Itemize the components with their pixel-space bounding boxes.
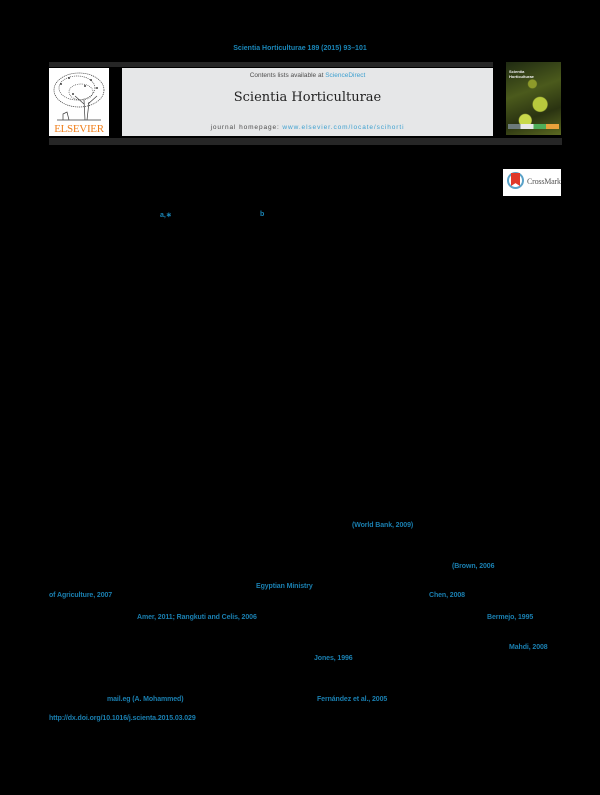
header-bottom-rule xyxy=(49,138,562,145)
reference-link[interactable]: Bermejo, 1995 xyxy=(487,614,534,621)
reference-link[interactable]: Mahdi, 2008 xyxy=(509,644,548,651)
journal-homepage-line xyxy=(122,124,493,131)
reference-link[interactable]: mail.eg (A. Mohammed) xyxy=(107,696,184,703)
author-affiliation-mark[interactable]: b xyxy=(260,211,265,218)
contents-prefix: Contents lists available at xyxy=(249,72,326,79)
author-affiliation-mark[interactable]: a,∗ xyxy=(160,212,172,219)
journal-homepage-link[interactable]: www.elsevier.com/locate/scihorti xyxy=(282,124,405,131)
journal-cover-image[interactable] xyxy=(506,62,561,135)
reference-link[interactable]: (Brown, 2006 xyxy=(452,563,495,570)
contents-available-line xyxy=(122,72,493,79)
crossmark-label: CrossMark xyxy=(527,177,561,186)
reference-link[interactable]: Egyptian Ministry xyxy=(256,583,313,590)
sciencedirect-link[interactable]: ScienceDirect xyxy=(325,72,366,79)
elsevier-logo[interactable] xyxy=(49,68,109,136)
crossmark-badge[interactable] xyxy=(503,169,561,196)
homepage-prefix: journal homepage: xyxy=(210,124,283,131)
reference-link[interactable]: Jones, 1996 xyxy=(314,655,353,662)
cover-title: Scientia Horticulturae xyxy=(509,69,534,79)
reference-link[interactable]: (World Bank, 2009) xyxy=(352,522,414,529)
header-top-rule xyxy=(49,62,493,67)
reference-link[interactable]: of Agriculture, 2007 xyxy=(49,592,113,599)
journal-citation-link[interactable]: Scientia Horticulturae 189 (2015) 93–101 xyxy=(233,45,367,52)
reference-link[interactable]: Amer, 2011; Rangkuti and Celis, 2006 xyxy=(137,614,257,621)
reference-link[interactable]: Chen, 2008 xyxy=(429,592,465,599)
reference-link[interactable]: Fernández et al., 2005 xyxy=(317,696,388,703)
elsevier-tree-icon xyxy=(51,70,107,122)
journal-title: Scientia Horticulturae xyxy=(233,90,382,105)
journal-header-box xyxy=(122,68,493,136)
cover-publisher-strip xyxy=(508,124,559,129)
doi-link[interactable]: http://dx.doi.org/10.1016/j.scienta.2015.03.029 xyxy=(49,715,196,722)
elsevier-wordmark: ELSEVIER xyxy=(54,123,104,135)
